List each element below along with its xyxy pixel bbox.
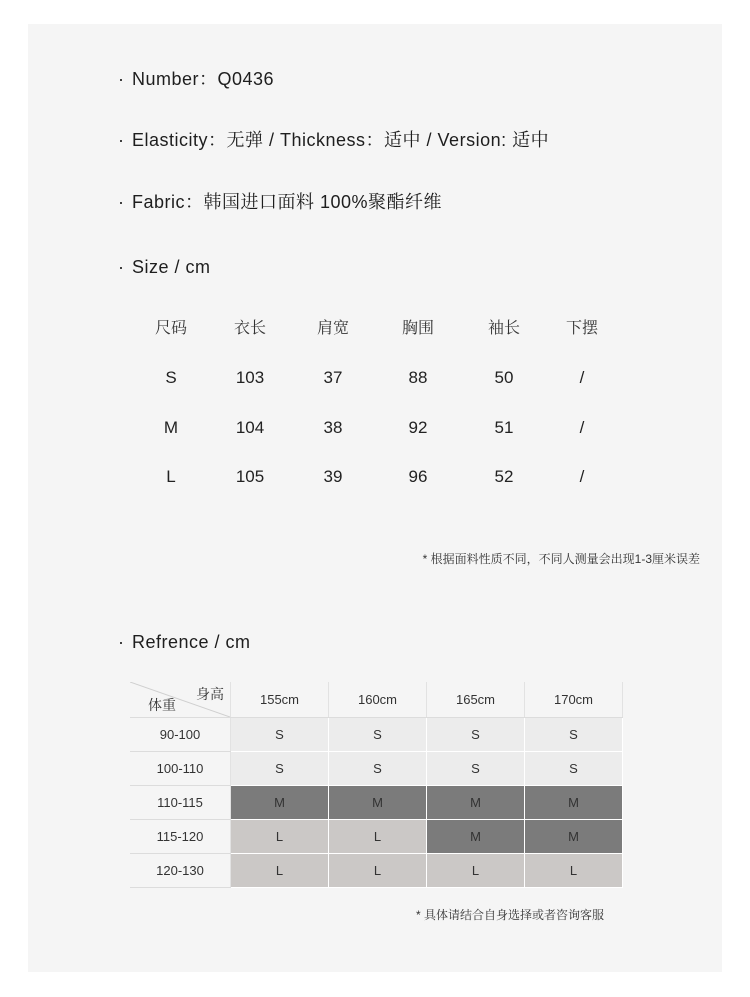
size-cell: 96 xyxy=(408,467,428,486)
reference-title xyxy=(118,632,251,653)
height-header-cell: 165cm xyxy=(427,682,525,718)
reference-title-text: Refrence / cm xyxy=(132,632,251,652)
height-header-cell: 155cm xyxy=(231,682,329,718)
elasticity-text: Elasticity：无弹 / Thickness：适中 / Version: 适中 xyxy=(132,130,550,150)
size-cell: / xyxy=(579,418,585,437)
size-header-cell: 下摆 xyxy=(565,320,599,337)
bullet: · xyxy=(118,632,125,652)
size-rec-cell: L xyxy=(329,820,427,854)
size-header-cell: 肩宽 xyxy=(316,320,350,337)
size-table-header xyxy=(0,315,750,339)
size-header-cell: 胸围 xyxy=(401,320,435,337)
weight-cell: 120-130 xyxy=(130,854,231,888)
size-title xyxy=(118,257,211,278)
size-cell: 50 xyxy=(494,368,514,387)
size-rec-cell: S xyxy=(329,752,427,786)
size-header-cell: 袖长 xyxy=(487,320,521,337)
corner-cell xyxy=(130,682,231,718)
number-text: Number：Q0436 xyxy=(132,69,275,89)
bullet: · xyxy=(118,69,125,89)
size-rec-cell: M xyxy=(231,786,329,820)
reference-row xyxy=(130,786,623,820)
weight-label: 体重 xyxy=(148,697,176,713)
size-header-cell: 尺码 xyxy=(154,320,188,337)
reference-header-row xyxy=(130,682,623,718)
size-cell: L xyxy=(166,467,176,486)
size-rec-cell: L xyxy=(525,854,623,888)
size-table-row xyxy=(0,467,750,491)
size-cell: 37 xyxy=(323,368,343,387)
size-cell: 103 xyxy=(235,368,265,387)
size-cell: M xyxy=(163,418,179,437)
reference-row xyxy=(130,854,623,888)
size-rec-cell: M xyxy=(427,786,525,820)
size-rec-cell: S xyxy=(525,718,623,752)
size-rec-cell: L xyxy=(329,854,427,888)
size-cell: 38 xyxy=(323,418,343,437)
size-rec-cell: S xyxy=(329,718,427,752)
bullet: · xyxy=(118,257,125,277)
size-rec-cell: M xyxy=(525,820,623,854)
size-rec-cell: L xyxy=(427,854,525,888)
reference-row xyxy=(130,718,623,752)
size-cell: 92 xyxy=(408,418,428,437)
height-header-cell: 170cm xyxy=(525,682,623,718)
number-line xyxy=(118,65,274,91)
bullet: · xyxy=(118,192,125,212)
size-rec-cell: M xyxy=(427,820,525,854)
fabric-text: Fabric：韩国进口面料 100%聚酯纤维 xyxy=(132,192,443,212)
weight-cell: 110-115 xyxy=(130,786,231,820)
reference-note: * 具体请结合自身选择或者咨询客服 xyxy=(416,908,605,922)
size-rec-cell: M xyxy=(329,786,427,820)
reference-row xyxy=(130,752,623,786)
size-cell: 105 xyxy=(235,467,265,486)
size-table-row xyxy=(0,418,750,442)
reference-table xyxy=(130,682,623,888)
size-cell: 88 xyxy=(408,368,428,387)
size-cell: / xyxy=(579,467,585,486)
bullet: · xyxy=(118,130,125,150)
size-rec-cell: S xyxy=(427,718,525,752)
weight-cell: 115-120 xyxy=(130,820,231,854)
size-rec-cell: S xyxy=(427,752,525,786)
size-rec-cell: S xyxy=(525,752,623,786)
weight-cell: 90-100 xyxy=(130,718,231,752)
size-rec-cell: S xyxy=(231,752,329,786)
size-table-row xyxy=(0,368,750,392)
size-rec-cell: L xyxy=(231,820,329,854)
height-label: 身高 xyxy=(196,686,224,702)
height-header-cell: 160cm xyxy=(329,682,427,718)
size-cell: 104 xyxy=(235,418,265,437)
size-note: * 根据面料性质不同，不同人测量会出现1-3厘米误差 xyxy=(422,552,700,566)
reference-row xyxy=(130,820,623,854)
fabric-line xyxy=(118,188,442,214)
size-cell: / xyxy=(579,368,585,387)
size-rec-cell: L xyxy=(231,854,329,888)
size-cell: S xyxy=(165,368,177,387)
size-rec-cell: S xyxy=(231,718,329,752)
size-rec-cell: M xyxy=(525,786,623,820)
size-cell: 52 xyxy=(494,467,514,486)
size-cell: 39 xyxy=(323,467,343,486)
size-cell: 51 xyxy=(494,418,514,437)
size-title-text: Size / cm xyxy=(132,257,211,277)
size-header-cell: 衣长 xyxy=(233,320,267,337)
weight-cell: 100-110 xyxy=(130,752,231,786)
elasticity-line xyxy=(118,126,549,152)
